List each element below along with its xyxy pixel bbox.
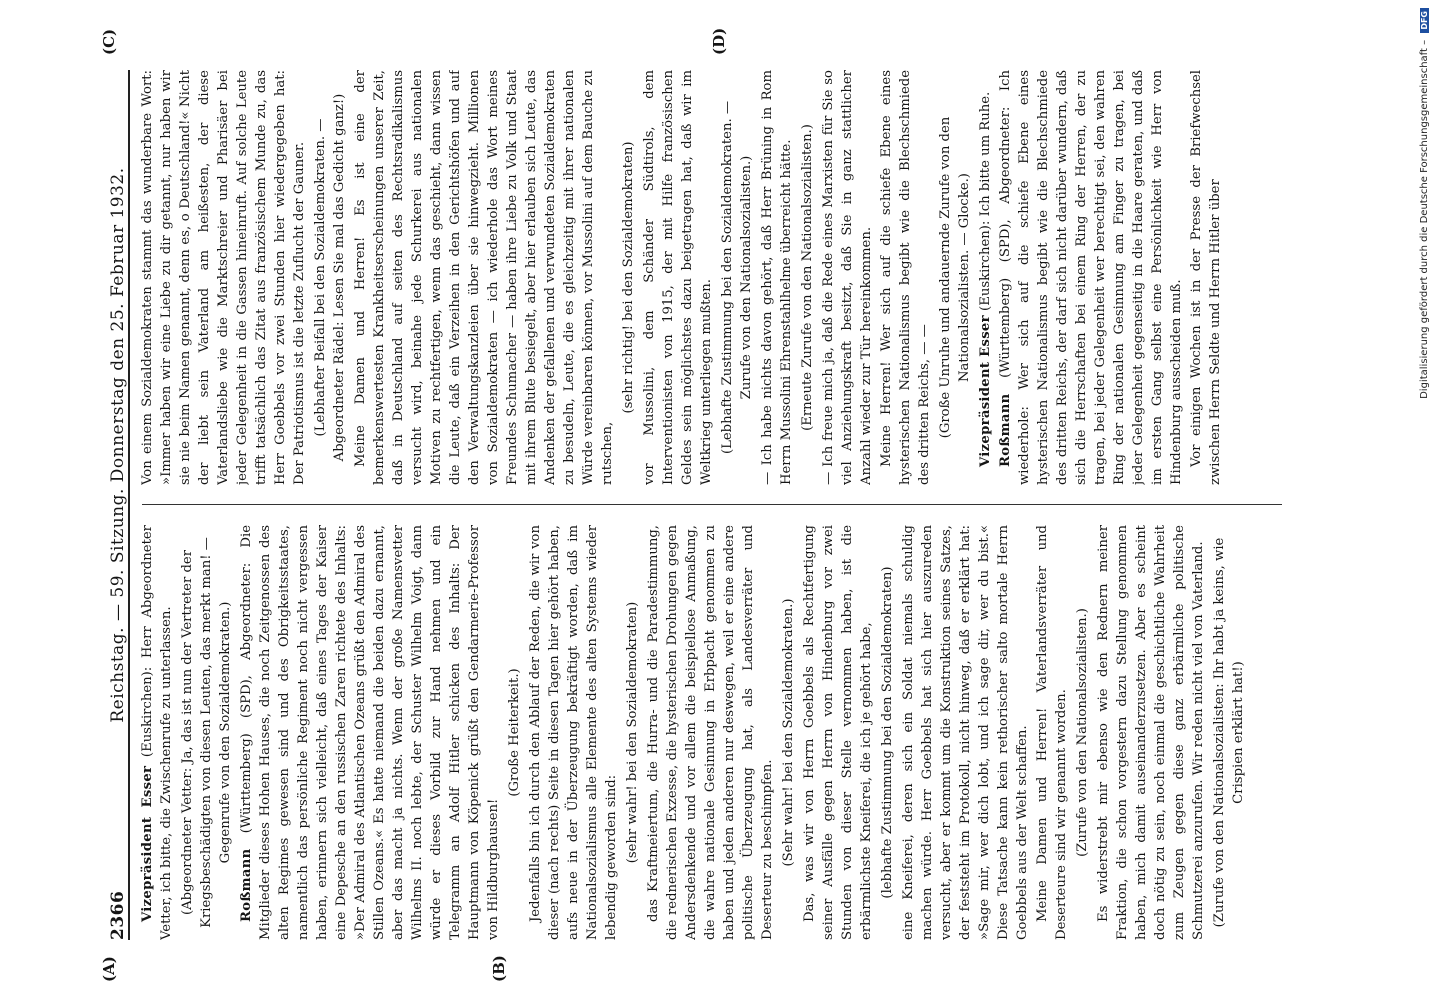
paragraph-text: eine Kneiferei, deren sich ein Soldat niemals schuldig machen würde. Herr Goebbels hat sich hier auszureden versucht, aber er kommt um die Konstruktion seines Satzes, der feststeht im Protokoll, nicht hinweg, daß er erklärt hat: »Sage mir, wer dich lobt, und ich sage dir, wer du bist.« Diese Tatsache kann kein rethorischer salto mortale Herrn Goebbels aus der Welt schaffen. bbox=[901, 525, 1030, 940]
paragraph-text: — Ich freue mich ja, daß die Rede eines Marxisten für Sie so viel Anziehungskraft besitzt, daß Sie in ganz stattlicher Anzahl wieder zur Tür hereinkommen. bbox=[821, 70, 874, 485]
margin-marker-d: (D) bbox=[710, 27, 728, 55]
speaker-name: Roßmann bbox=[998, 393, 1013, 467]
speech-paragraph bbox=[138, 525, 176, 940]
rotated-print-page bbox=[20, 0, 1310, 1000]
paragraph-text: — Ich habe nichts davon gehört, daß Herr Brüning in Rom Herrn Mussolini Ehrenstahlhelme überreicht hätte. bbox=[760, 70, 794, 485]
paragraph-text: Meine Herren! Wer sich auf die schiefe Ebene eines hysterischen Nationalismus begibt wie die Blechschmiede des dritten Reichs, — — bbox=[879, 70, 932, 485]
interjection-text: (Große Heiterkeit.) bbox=[507, 668, 522, 797]
interjection-text: (Große Unruhe und andauernde Zurufe von den Nationalsozialisten. — Glocke.) bbox=[938, 116, 972, 439]
paragraph-text: Vor einigen Wochen ist in der Presse der Briefwechsel zwischen Herrn Seldte und Herrn Hitler über bbox=[1189, 70, 1223, 485]
margin-marker-b: (B) bbox=[490, 955, 508, 982]
interjection-text: (Lebhafte Zustimmung bei den Sozialdemokraten. — Zurufe von den Nationalsozialisten.) bbox=[720, 100, 754, 455]
digitization-credit bbox=[1418, 8, 1434, 998]
interjection bbox=[178, 535, 235, 930]
margin-marker-a: (A) bbox=[100, 956, 118, 982]
speech-text: (Württemberg) (SPD), Abgeordneter: Ich wiederhole: Wer sich auf die schiefe Ebene eines hysterischen Nationalismus begibt wie die Blechschmiede des dritten Reichs, der darf sich nicht darüber wundern, daß sich die Herrschaften bei einem Ring der Herren, der zu tragen, bei jeder Gelegenheit wer berechtigt sei, den wahren Ring der nationalen Gesinnung am Finger zu tragen, bei jeder Gelegenheit gegenseitig in die Haare geraten, und daß im ersten Gang selbst eine Persönlichkeit wie Herr von Hindenburg ausscheiden muß. bbox=[998, 70, 1184, 485]
body-paragraph bbox=[351, 70, 617, 485]
speaker-name: Roßmann bbox=[239, 848, 254, 922]
interjection-text: (sehr richtig! bei den Sozialdemokraten) bbox=[621, 141, 636, 414]
body-paragraph bbox=[1033, 525, 1071, 940]
page-number: 2366 bbox=[108, 890, 128, 940]
speech-paragraph bbox=[237, 525, 503, 940]
body-paragraph bbox=[138, 70, 309, 485]
dfg-logo: DFG bbox=[1420, 8, 1429, 33]
speech-text: (Württemberg) (SPD), Abgeordneter: Die Mitglieder dieses Hohen Hauses, die noch Zeitgenossen des alten Regimes gewesen sind und des Obrigkeitsstaates, namentlich das persönliche Regiment noch nicht vergessen haben, erinnern sich vielleicht, daß eines Tages der Kaiser eine Depesche an den russischen Zaren richtete des Inhalts: »Der Admiral des Atlantischen Ozeans grüßt den Admiral des Stillen Ozeans.« Es hatte niemand die beiden dazu ernannt, aber das macht ja nichts. Wenn der große Namensvetter Wilhelms II. noch lebte, der Schuster Wilhelm Voigt, dann würde er dieses Vorbild zur Hand nehmen und ein Telegramm an Adolf Hitler schicken des Inhalts: Der Hauptmann von Köpenick grüßt den Gendarmerie-Professor von Hildburghausen! bbox=[239, 525, 501, 940]
interjection-text: (lebhafte Zustimmung bei den Sozialdemokraten) bbox=[880, 566, 895, 899]
body-paragraph bbox=[526, 525, 621, 940]
paragraph-text: das Kraftmeiertum, die Hurra- und die Paradestimmung, die rednerischen Exzesse, die hysterischen Drohungen gegen Andersdenkende und vor allem die beispiellose Anmaßung, die wahre nationale Gesinnung in Erbpacht genommen zu haben und jeden anderen nur deswegen, weil er eine andere politische Überzeugung hat, als Landesverräter und Deserteur zu beschimpfen. bbox=[646, 525, 775, 940]
interjection bbox=[936, 80, 974, 475]
interjection bbox=[718, 80, 756, 475]
interjection bbox=[311, 80, 349, 475]
paragraph-text: Von einem Sozialdemokraten stammt das wunderbare Wort: »Immer haben wir eine Liebe zu dir getannt, nur haben wir sie nie beim Namen genannt, denn es, o Deutschland!« Nicht der liebt sein Vaterland am heißesten, der diese Vaterlandsliebe wie die Marktschreier und Pharisäer bei jeder Gelegenheit in die Gassen hineinruft. Auf solche Leute trifft tatsächlich das Zitat aus französischem Munde zu, das Herr Goebbels vor zwei Stunden hier wiedergegeben hat: Der Patriotismus ist die letzte Zuflucht der Gauner. bbox=[140, 70, 307, 485]
body-paragraph bbox=[758, 70, 796, 485]
speech-text: (Euskirchen): Herr Abgeordneter Vetter, ich bitte, die Zwischenrufe zu unterlassen. bbox=[140, 525, 174, 940]
interjection-text: (Sehr wahr! bei den Sozialdemokraten.) bbox=[781, 598, 796, 867]
interjection bbox=[798, 80, 817, 475]
body-paragraph bbox=[899, 525, 1032, 940]
paragraph-text: Meine Damen und Herren! Vaterlandsverräter und Deserteure sind wir genannt worden. bbox=[1035, 525, 1069, 940]
speaker-name: Vizepräsident Esser bbox=[140, 765, 155, 922]
interjection bbox=[623, 535, 642, 930]
body-paragraph bbox=[640, 70, 716, 485]
body-paragraph bbox=[819, 70, 876, 485]
speech-paragraph bbox=[996, 70, 1186, 485]
margin-marker-c: (C) bbox=[100, 28, 118, 55]
interjection-text: (sehr wahr! bei den Sozialdemokraten) bbox=[625, 601, 640, 864]
interjection-text: (Zurufe von den Nationalsozialisten.) bbox=[1075, 608, 1090, 857]
body-paragraph bbox=[1094, 525, 1208, 940]
interjection bbox=[878, 535, 897, 930]
right-column bbox=[138, 70, 1288, 485]
interjection bbox=[1210, 535, 1248, 930]
left-column bbox=[138, 525, 1288, 940]
interjection-text: (Lebhafter Beifall bei den Sozialdemokraten. — Abgeordneter Rädel: Lesen Sie mal das Gedicht ganz!) bbox=[313, 93, 347, 462]
body-paragraph bbox=[877, 70, 934, 485]
interjection bbox=[779, 535, 798, 930]
body-paragraph bbox=[1187, 70, 1225, 485]
paragraph-text: vor Mussolini, dem Schänder Südtirols, dem Interventionisten von 1915, der mit Hilfe französischen Geldes sein möglichstes dazu beigetragen hat, daß wir im Weltkrieg unterliegen mußten. bbox=[642, 70, 714, 485]
page-header bbox=[88, 70, 130, 940]
interjection-text: (Zurufe von den Nationalsozialisten: Ihr habt ja keins, wie Crispien erklärt hat!) bbox=[1212, 537, 1246, 928]
paragraph-text: Es widerstrebt mir ebenso wie den Rednern meiner Fraktion, die schon vorgestern dazu Stellung genommen haben, mich damit auseinanderzusetzen. Aber es scheint doch nötig zu sein, noch einmal die geschichtliche Wahrheit zum Zeugen gegen diese ganz erbärmliche politische Schmutzerei anzurufen. Wir reden nicht viel von Vaterland. bbox=[1096, 525, 1206, 940]
interjection-text: (Erneute Zurufe von den Nationalsozialisten.) bbox=[800, 124, 815, 431]
speaker-name: Vizepräsident Esser bbox=[978, 315, 993, 467]
speech-text: (Euskirchen): Ich bitte um Ruhe. bbox=[978, 91, 993, 311]
body-paragraph bbox=[800, 525, 876, 940]
speech-paragraph bbox=[976, 70, 995, 485]
interjection-text: (Abgeordneter Vetter: Ja, das ist nun der Vertreter der Kriegsbeschädigten von diesen Leuten, das merkt man! — Gegenrufe von den Sozialdemokraten.) bbox=[180, 537, 233, 928]
column-divider bbox=[142, 504, 1282, 505]
body-paragraph bbox=[644, 525, 777, 940]
paragraph-text: Jedenfalls bin ich durch den Ablauf der Reden, die wir von dieser (nach rechts) Seite in diesen Tagen hier gehört haben, aufs neue in der Überzeugung bekräftigt worden, daß im Nationalsozialismus alle Elemente des alten Systems wieder lebendig geworden sind: bbox=[528, 525, 619, 940]
credit-text: Digitalisierung gefördert durch die Deutsche Forschungsgemeinschaft – bbox=[1419, 39, 1430, 399]
paragraph-text: Meine Damen und Herren! Es ist eine der bemerkenswertesten Krankheitserscheinungen unserer Zeit, daß in Deutschland auf seiten des Rechtsradikalismus versucht wird, beinahe jede Schurkerei aus nationalen Motiven zu rechtfertigen, wenn das geschieht, dann wissen die Leute, daß ein Verzeihen in den Gerichtshöfen und auf den Verwaltungskanzleien über sie hinwegzieht. Millionen von Sozialdemokraten — ich wiederhole das Wort meines Freundes Schumacher — haben ihre Liebe zu Volk und Staat mit ihrem Blute besiegelt, aber hier erlauben sich Leute, das Andenken der gefallenen und verwundeten Sozialdemokraten zu besudeln, Leute, die es gleichzeitig mit ihrer nationalen Würde vereinbaren können, vor Mussolini auf dem Bauche zu rutschen, bbox=[353, 70, 615, 485]
interjection bbox=[619, 80, 638, 475]
interjection bbox=[1073, 535, 1092, 930]
paragraph-text: Das, was wir von Herrn Goebbels als Rechtfertigung seiner Ausfälle gegen Herrn von Hindenburg vor zwei Stunden von dieser Stelle vernommen haben, ist die erbärmlichste Kneiferei, die ich je gehört habe, bbox=[802, 525, 874, 940]
running-title: Reichstag. — 59. Sitzung. Donnerstag den 25. Februar 1932. bbox=[108, 167, 128, 723]
interjection bbox=[505, 535, 524, 930]
